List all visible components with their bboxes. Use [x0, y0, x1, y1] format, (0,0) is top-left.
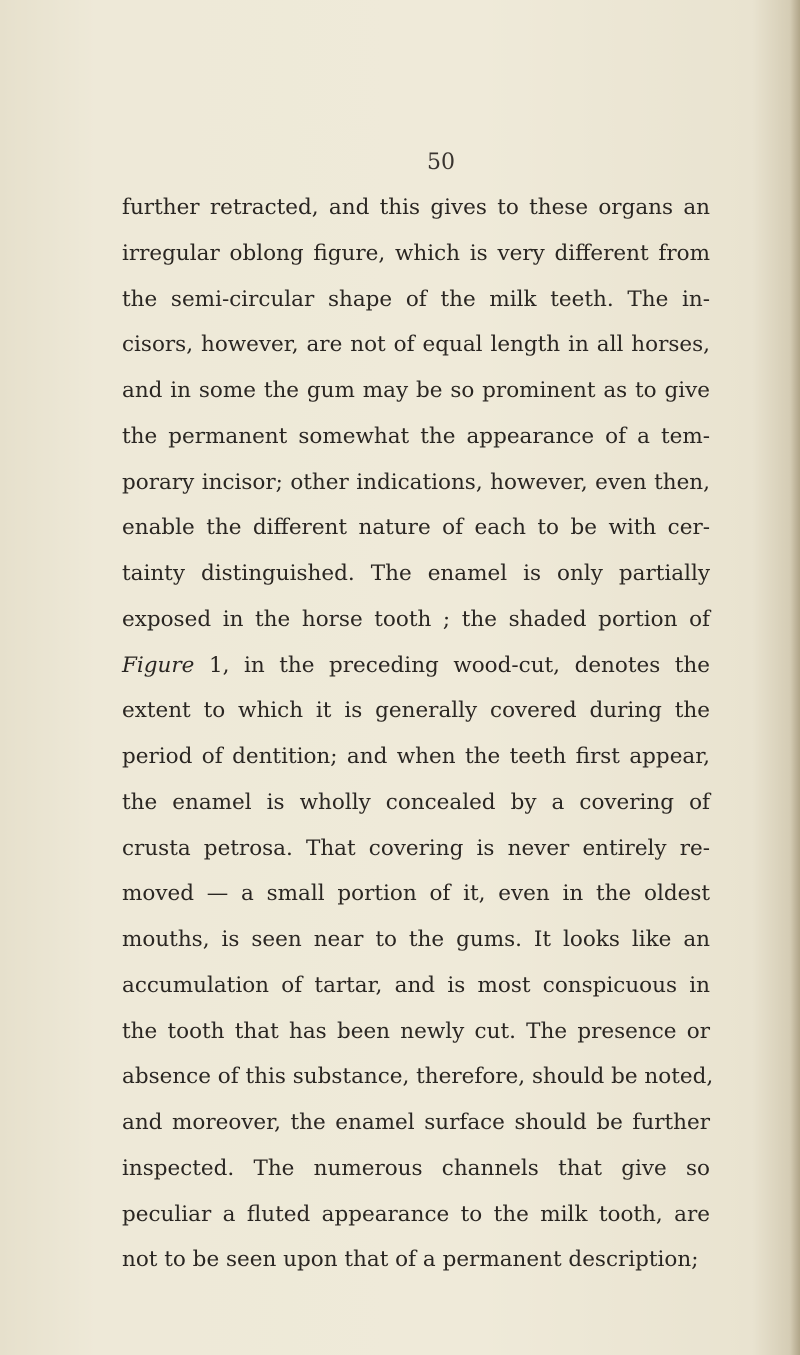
figure-reference: Figure: [122, 652, 195, 678]
text-line: crusta petrosa. That covering is never entirely re-: [122, 835, 710, 861]
page-number: 50: [427, 150, 455, 175]
text-line: and in some the gum may be so prominent as to give: [122, 378, 710, 403]
text-line: period of dentition; and when the teeth first appear,: [122, 744, 710, 769]
text-line: porary incisor; other indications, however, even then,: [122, 469, 710, 495]
text-line: further retracted, and this gives to these organs an: [122, 195, 710, 220]
text-line: the permanent somewhat the appearance of a tem-: [122, 423, 710, 449]
text-line-figure-reference: [122, 643, 710, 689]
page-edge-shadow: [790, 0, 800, 1355]
text-line: not to be seen upon that of a permanent description;: [122, 1247, 699, 1273]
text-line: extent to which it is generally covered during the: [122, 698, 710, 724]
text-line: the tooth that has been newly cut. The presence or: [122, 1018, 710, 1044]
text-line: and moreover, the enamel surface should be further: [122, 1110, 710, 1135]
text-line: moved — a small portion of it, even in the oldest: [122, 881, 710, 907]
text-line: the enamel is wholly concealed by a covering of: [122, 789, 710, 815]
text-line: irregular oblong figure, which is very different from: [122, 240, 710, 266]
text-line: mouths, is seen near to the gums. It looks like an: [122, 927, 710, 952]
text-line: absence of this substance, therefore, should be noted,: [122, 1064, 714, 1090]
body-text: [122, 185, 714, 1283]
text-line: inspected. The numerous channels that give so: [122, 1155, 710, 1181]
text-line: peculiar a fluted appearance to the milk tooth, are: [122, 1201, 710, 1227]
text-line-rest: 1, in the preceding wood-cut, denotes the: [194, 652, 710, 678]
text-line: tainty distinguished. The enamel is only partially: [122, 561, 710, 586]
text-line: accumulation of tartar, and is most conspicuous in: [122, 972, 710, 998]
text-line: the semi-circular shape of the milk teeth. The in-: [122, 286, 710, 312]
text-line: exposed in the horse tooth ; the shaded portion of: [122, 606, 710, 632]
text-line: cisors, however, are not of equal length in all horses,: [122, 332, 710, 358]
text-line: enable the different nature of each to be with cer-: [122, 515, 710, 541]
